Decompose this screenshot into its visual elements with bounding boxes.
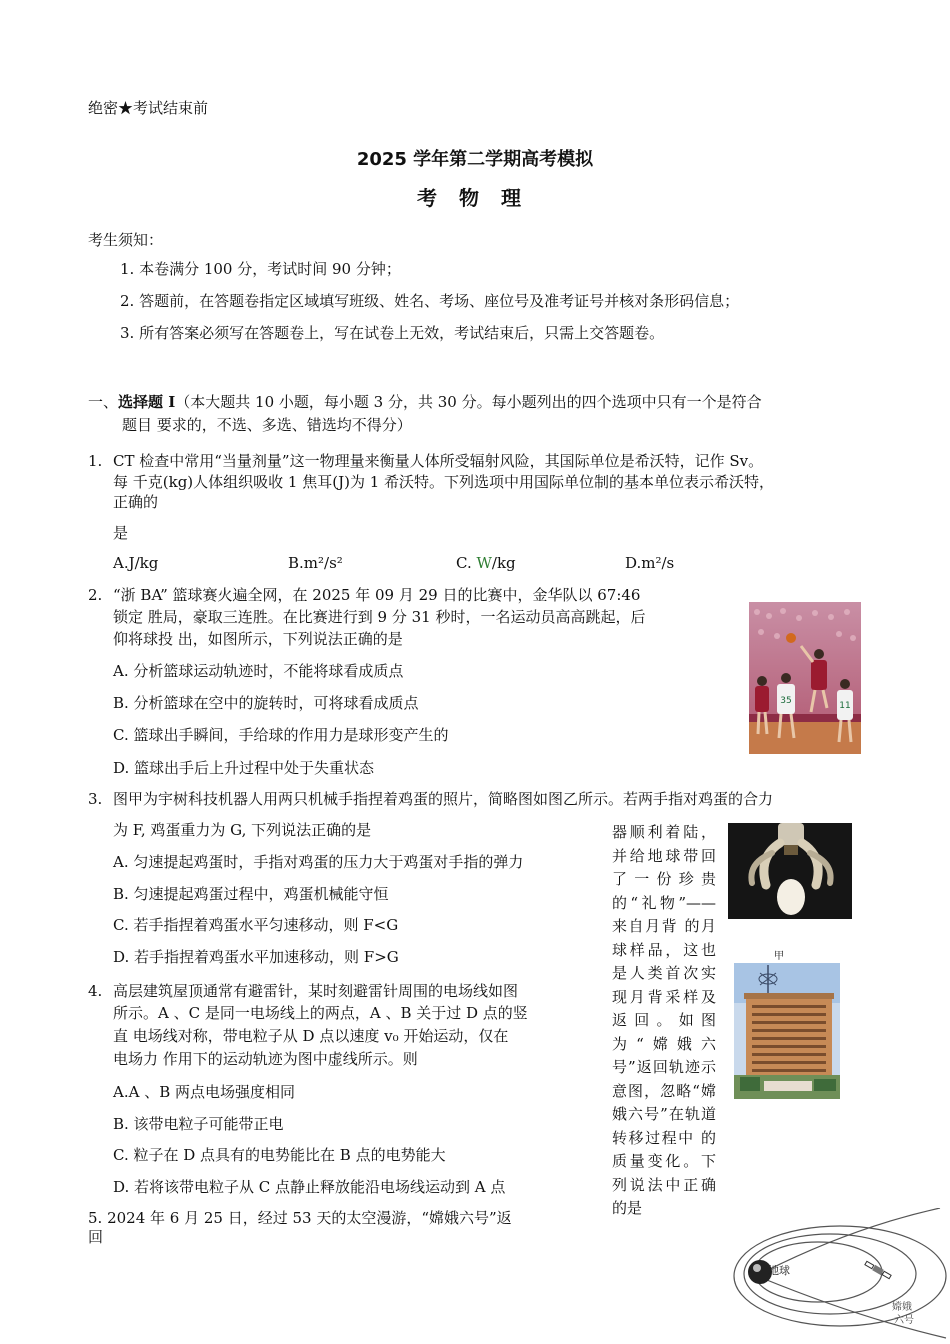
q3-stem: 图甲为宇树科技机器人用两只机械手指捏着鸡蛋的照片，简略图如图乙所示。若两手指对鸡蛋的合力 [113,790,774,808]
q4-stem: 高层建筑屋顶通常有避雷针，某时刻避雷针周围的电场线如图 [113,982,519,1000]
q1-option-c-rest: /kg [491,554,516,572]
q1-stem: 每 千克(kg)人体组织吸收 1 焦耳(J)为 1 希沃特。下列选项中用国际单位制的基本单位表示希沃特， [113,473,775,491]
q1-option-a: A.J/kg [113,554,159,572]
q4-option-a: A.A 、B 两点电场强度相同 [113,1083,295,1101]
q1-option-c [456,552,516,574]
q1-stem: CT 检查中常用“当量剂量”这一物理量来衡量人体所受辐射风险，其国际单位是希沃特，记作 Sv。 [113,452,764,470]
probe-label: 嫦娥 [892,1302,912,1313]
q1-option-d: D.m²/s [625,554,675,572]
q4-stem: 所示。A 、C 是同一电场线上的两点，A 、B 关于过 D 点的竖 [113,1004,528,1022]
section-name: 选择题 I [118,393,176,411]
confidential-label: 绝密★考试结束前 [88,99,209,117]
question-number: 1. [88,452,103,470]
section-heading [88,391,762,413]
q3-option-c: C. 若手指捏着鸡蛋水平匀速移动，则 F<G [113,916,399,934]
q4-stem: 直 电场线对称，带电粒子从 D 点以速度 v₀ 开始运动，仅在 [113,1027,509,1045]
q5-stem: 5. 2024 年 6 月 25 日，经过 53 天的太空漫游，“嫦娥六号”返 [88,1209,512,1227]
q1-stem: 是 [113,524,129,542]
q3-option-a: A. 匀速提起鸡蛋时，手指对鸡蛋的压力大于鸡蛋对手指的弹力 [113,853,524,871]
q4-option-b: B. 该带电粒子可能带正电 [113,1115,284,1133]
q1-option-b: B.m²/s² [288,554,343,572]
q2-option-b: B. 分析篮球在空中的旋转时，可将球看成质点 [113,694,419,712]
q1-option-c-unit: W [476,554,492,572]
robot-egg-photo [728,823,852,919]
basketball-photo [749,602,861,754]
question-number: 4. [88,982,103,1000]
jersey-number: 11 [839,701,851,711]
q5-stem: 回 [88,1228,104,1246]
probe-label: 六号 [894,1315,914,1326]
building-photo [734,963,840,1099]
q4-stem: 电场力 作用下的运动轨迹为图中虚线所示。则 [113,1050,418,1068]
section-desc-cont: 题目 要求的，不选、多选、错选均不得分） [122,416,412,434]
notice-item: 1. 本卷满分 100 分，考试时间 90 分钟； [120,260,401,278]
q4-option-d: D. 若将该带电粒子从 C 点静止释放能沿电场线运动到 A 点 [113,1178,506,1196]
question-number: 2. [88,586,103,604]
q2-option-a: A. 分析篮球运动轨迹时，不能将球看成质点 [113,662,404,680]
notice-item: 2. 答题前，在答题卷指定区域填写班级、姓名、考场、座位号及准考证号并核对条形码信息； [120,292,740,310]
subject-title: 考物理 [417,186,543,210]
q1-stem: 正确的 [113,493,159,511]
q1-option-c-prefix: C. [456,554,477,572]
q5-side-text: 器顺利着陆，并给地球带回了一份珍贵的“礼物”——来自月背 的月球样品，这也是人类首次实现月背采样及返回。如图为“嫦娥六号”返回轨迹示意图，忽略“嫦娥六号”在轨道转移过程中 的质量变化。下列说法中正确的是 [612,823,716,1217]
jersey-number: 35 [780,696,792,706]
trajectory-figure [730,1208,950,1344]
question-number: 3. [88,790,103,808]
figure-label-jia: 甲 [774,951,784,962]
q3-option-b: B. 匀速提起鸡蛋过程中，鸡蛋机械能守恒 [113,885,389,903]
notice-heading: 考生须知： [88,231,164,249]
q2-stem: “浙 BA” 篮球赛火遍全网，在 2025 年 09 月 29 日的比赛中，金华队以 67:46 [113,586,641,604]
section-desc: （本大题共 10 小题，每小题 3 分，共 30 分。每小题列出的四个选项中只有一个是符合 [175,393,762,411]
section-prefix: 一、 [88,393,119,411]
notice-item: 3. 所有答案必须写在答题卷上，写在试卷上无效，考试结束后，只需上交答题卷。 [120,324,665,342]
earth-label: 地球 [768,1264,790,1277]
q2-stem: 锁定 胜局，豪取三连胜。在比赛进行到 9 分 31 秒时，一名运动员高高跳起，后 [113,608,646,626]
q2-option-c: C. 篮球出手瞬间，手给球的作用力是球形变产生的 [113,726,449,744]
q3-stem: 为 F, 鸡蛋重力为 G, 下列说法正确的是 [113,821,372,839]
q3-option-d: D. 若手指捏着鸡蛋水平加速移动，则 F>G [113,948,399,966]
exam-title: 2025 学年第二学期高考模拟 [356,149,594,170]
q2-stem: 仰将球投 出，如图所示，下列说法正确的是 [113,630,403,648]
q2-option-d: D. 篮球出手后上升过程中处于失重状态 [113,759,375,777]
q4-option-c: C. 粒子在 D 点具有的电势能比在 B 点的电势能大 [113,1146,446,1164]
